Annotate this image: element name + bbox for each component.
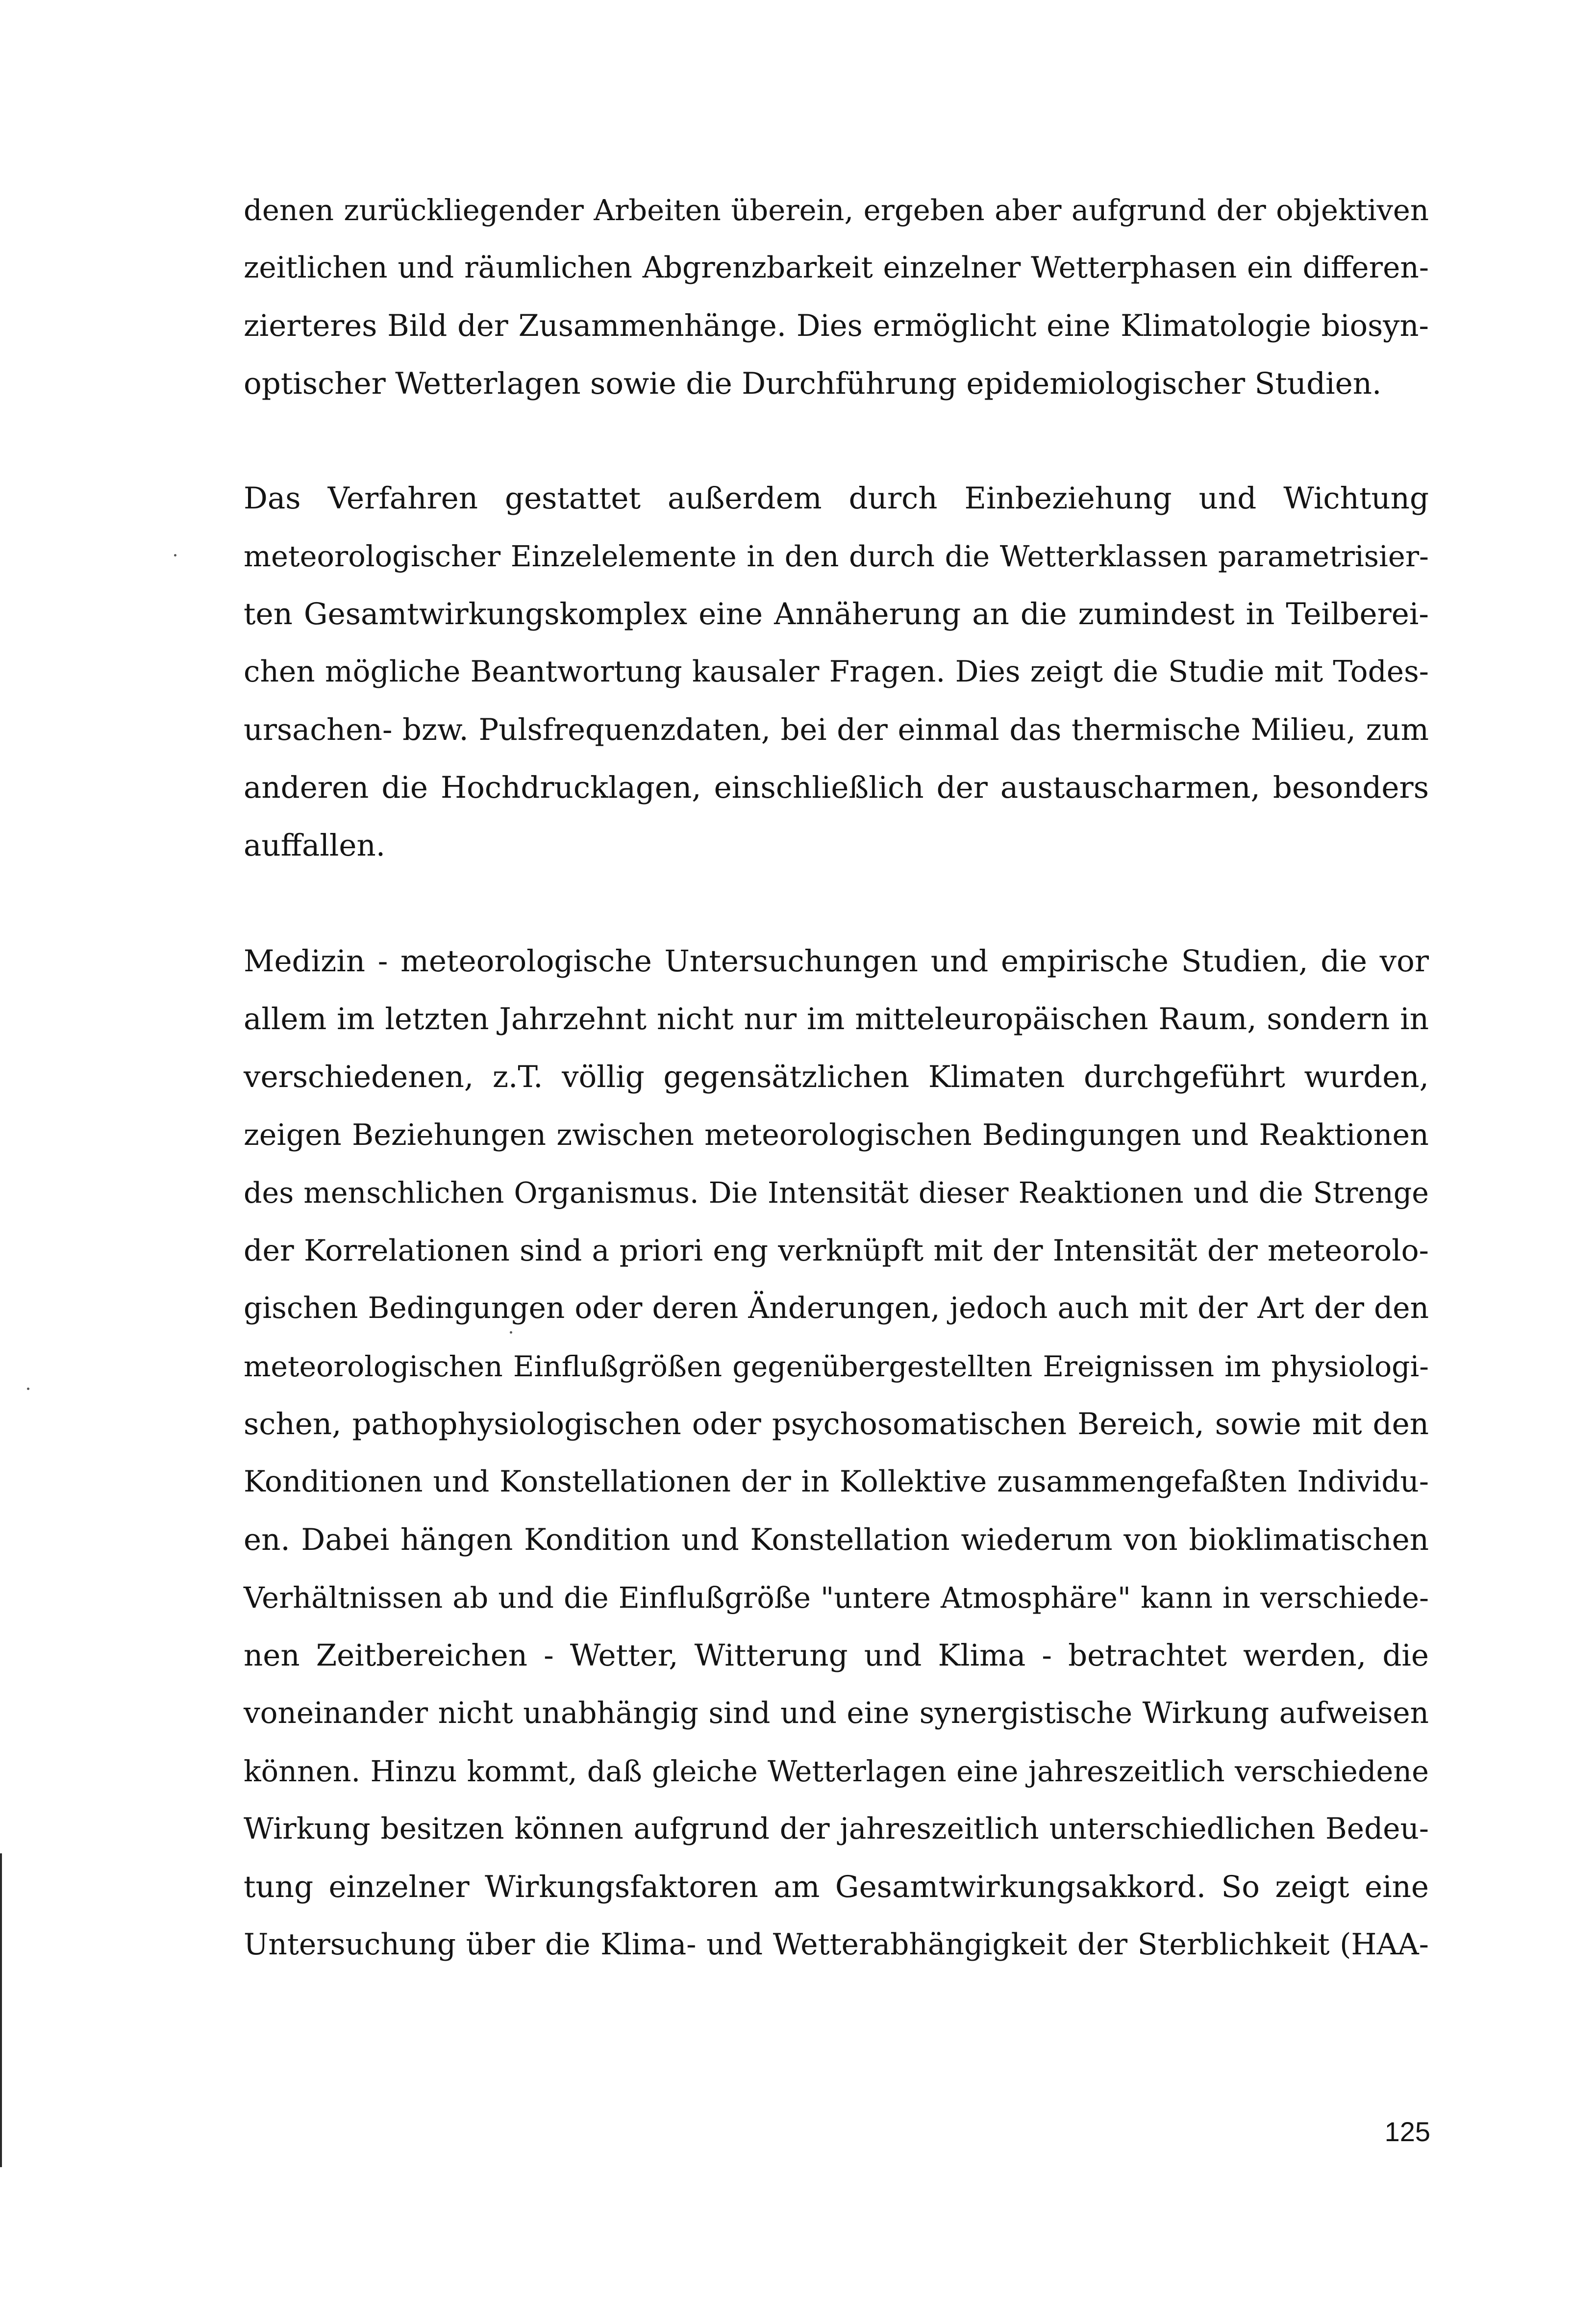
- text-line: voneinander nicht unabhängig sind und eine synergistische Wirkung aufweisen: [244, 1696, 1429, 1730]
- text-line: ten Gesamtwirkungskomplex eine Annäherung an die zumindest in Teilberei-: [244, 597, 1429, 632]
- text-line: zeigen Beziehungen zwischen meteorologischen Bedingungen und Reaktionen: [244, 1118, 1429, 1152]
- scan-speck: [174, 554, 176, 556]
- text-line: chen mögliche Beantwortung kausaler Fragen. Dies zeigt die Studie mit Todes-: [244, 655, 1429, 689]
- text-line: Verhältnissen ab und die Einflußgröße "untere Atmosphäre" kann in verschiede-: [244, 1581, 1429, 1615]
- text-line: Konditionen und Konstellationen der in Kollektive zusammengefaßten Individu-: [244, 1465, 1429, 1499]
- page-number: 125: [1384, 2116, 1430, 2147]
- scan-edge-mark: [0, 1853, 2, 2167]
- scan-speck: [510, 1331, 512, 1334]
- text-line: meteorologischer Einzelelemente in den durch die Wetterklassen parametrisier-: [244, 539, 1429, 573]
- paragraph-3: [244, 933, 1429, 1974]
- text-line: Untersuchung über die Klima- und Wetterabhängigkeit der Sterblichkeit (HAA-: [244, 1928, 1429, 1962]
- text-line: ursachen- bzw. Pulsfrequenzdaten, bei der einmal das thermische Milieu, zum: [244, 713, 1429, 747]
- text-line: meteorologischen Einflußgrößen gegenübergestellten Ereignissen im physiologi-: [244, 1350, 1429, 1383]
- text-line: der Korrelationen sind a priori eng verknüpft mit der Intensität der meteorolo-: [244, 1234, 1429, 1268]
- text-line: nen Zeitbereichen - Wetter, Witterung und Klima - betrachtet werden, die: [244, 1638, 1429, 1673]
- text-line: Das Verfahren gestattet außerdem durch Einbeziehung und Wichtung: [244, 481, 1429, 516]
- text-line: tung einzelner Wirkungsfaktoren am Gesamtwirkungsakkord. So zeigt eine: [244, 1870, 1429, 1904]
- paragraph-2: [244, 470, 1429, 875]
- text-line: auffallen.: [244, 828, 386, 863]
- text-line: Medizin - meteorologische Untersuchungen und empirische Studien, die vor: [244, 944, 1429, 979]
- text-line: des menschlichen Organismus. Die Intensität dieser Reaktionen und die Strenge: [244, 1176, 1429, 1210]
- text-line: anderen die Hochdrucklagen, einschließlich der austauscharmen, besonders: [244, 770, 1429, 805]
- scan-speck: [27, 1388, 29, 1390]
- text-line: zierteres Bild der Zusammenhänge. Dies ermöglicht eine Klimatologie biosyn-: [244, 309, 1429, 343]
- text-line: verschiedenen, z.T. völlig gegensätzlichen Klimaten durchgeführt wurden,: [244, 1060, 1429, 1094]
- text-line: zeitlichen und räumlichen Abgrenzbarkeit einzelner Wetterphasen ein differen-: [244, 251, 1429, 285]
- text-line: schen, pathophysiologischen oder psychosomatischen Bereich, sowie mit den: [244, 1407, 1429, 1441]
- text-line: optischer Wetterlagen sowie die Durchführung epidemiologischer Studien.: [244, 366, 1382, 401]
- text-line: gischen Bedingungen oder deren Änderungen, jedoch auch mit der Art der den: [244, 1291, 1429, 1325]
- paragraph-1: [244, 181, 1429, 413]
- text-line: Wirkung besitzen können aufgrund der jahreszeitlich unterschiedlichen Bedeu-: [244, 1812, 1429, 1846]
- text-line: denen zurückliegender Arbeiten überein, ergeben aber aufgrund der objektiven: [244, 193, 1429, 227]
- text-line: en. Dabei hängen Kondition und Konstellation wiederum von bioklimatischen: [244, 1522, 1429, 1557]
- text-line: allem im letzten Jahrzehnt nicht nur im mitteleuropäischen Raum, sondern in: [244, 1002, 1429, 1037]
- text-line: können. Hinzu kommt, daß gleiche Wetterlagen eine jahreszeitlich verschiedene: [244, 1754, 1429, 1788]
